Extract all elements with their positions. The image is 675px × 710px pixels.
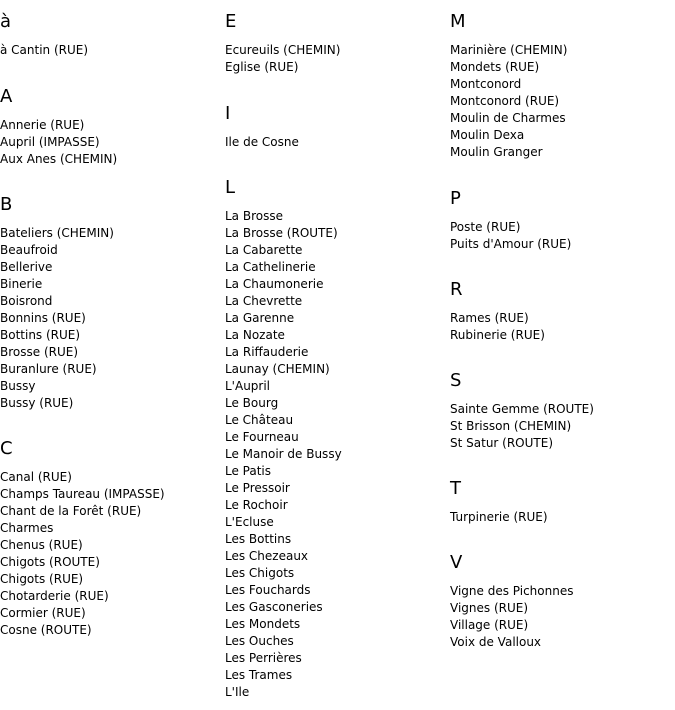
street-name: Brosse (RUE) [0,345,79,359]
street-name: Vigne des Pichonnes [450,584,574,598]
street-name: Chenus (RUE) [0,538,83,552]
street-name: Chotarderie (RUE) [0,589,109,603]
letter-section [225,11,340,76]
street-name: Rubinerie (RUE) [450,328,545,342]
street-list [450,42,567,161]
street-name: Le Rochoir [225,498,288,512]
street-name: Chigots (RUE) [0,572,84,586]
street-name: La Riffauderie [225,345,309,359]
street-name: Le Bourg [225,396,279,410]
letter-heading: P [450,188,461,209]
street-name: Rames (RUE) [450,311,529,325]
street-name: Bonnins (RUE) [0,311,86,325]
street-list [450,310,545,344]
street-list [450,509,548,526]
street-name: Moulin Dexa [450,128,525,142]
street-name: L'Ecluse [225,515,274,529]
letter-section [0,194,114,412]
street-list [450,219,571,253]
street-name: Les Gasconeries [225,600,323,614]
letter-section [450,552,573,651]
street-name: Turpinerie (RUE) [450,510,548,524]
street-name: Les Chezeaux [225,549,309,563]
street-name: La Chaumonerie [225,277,324,291]
street-name: Puits d'Amour (RUE) [450,237,572,251]
street-list [225,208,342,701]
street-name: Les Bottins [225,532,292,546]
letter-heading: L [225,177,236,198]
letter-section [450,478,548,526]
street-name: Poste (RUE) [450,220,521,234]
street-name: Marinière (CHEMIN) [450,43,568,57]
index-column [225,0,445,710]
letter-section [0,438,165,639]
street-name: Bussy (RUE) [0,396,74,410]
letter-heading: E [225,11,237,32]
street-name: à Cantin (RUE) [0,43,89,57]
letter-heading: T [450,478,461,499]
street-name: Les Perrières [225,651,302,665]
letter-heading: A [0,86,13,107]
street-name: Les Mondets [225,617,301,631]
street-list [0,42,88,59]
street-name: Aux Anes (CHEMIN) [0,152,118,166]
street-name: Eglise (RUE) [225,60,299,74]
street-name: Aupril (IMPASSE) [0,135,100,149]
street-list [450,401,594,452]
street-name: La Nozate [225,328,285,342]
street-name: La Chevrette [225,294,303,308]
street-name: St Satur (ROUTE) [450,436,554,450]
street-name: Bottins (RUE) [0,328,81,342]
street-name: Beaufroid [0,243,58,257]
street-name: Chant de la Forêt (RUE) [0,504,142,518]
street-name: Cormier (RUE) [0,606,86,620]
street-list [0,117,117,168]
street-name: Moulin de Charmes [450,111,566,125]
letter-section [225,103,299,151]
street-name: Le Château [225,413,294,427]
street-name: Les Trames [225,668,293,682]
letter-section [450,188,571,253]
street-name: Village (RUE) [450,618,529,632]
street-name: St Brisson (CHEMIN) [450,419,572,433]
street-name: Le Fourneau [225,430,299,444]
street-name: Ile de Cosne [225,135,299,149]
street-name: Montconord (RUE) [450,94,560,108]
street-name: La Brosse (ROUTE) [225,226,338,240]
street-name: Les Chigots [225,566,295,580]
street-name: Vignes (RUE) [450,601,529,615]
street-name: Montconord [450,77,522,91]
letter-section [450,11,567,161]
index-column [450,0,670,710]
letter-section [450,370,594,452]
street-name: Sainte Gemme (ROUTE) [450,402,594,416]
street-name: Cosne (ROUTE) [0,623,92,637]
street-name: Chigots (ROUTE) [0,555,100,569]
letter-heading: M [450,11,466,32]
street-name: Ecureuils (CHEMIN) [225,43,341,57]
street-name: Les Fouchards [225,583,311,597]
street-list [225,134,299,151]
street-name: La Garenne [225,311,295,325]
letter-section [0,11,88,59]
street-name: Bateliers (CHEMIN) [0,226,114,240]
street-name: La Brosse [225,209,283,223]
street-name: La Cabarette [225,243,303,257]
street-name: Binerie [0,277,43,291]
street-name: Voix de Valloux [450,635,542,649]
letter-heading: B [0,194,13,215]
street-name: Champs Taureau (IMPASSE) [0,487,165,501]
street-name: Buranlure (RUE) [0,362,97,376]
street-name: L'Aupril [225,379,271,393]
street-list [450,583,573,651]
street-list [225,42,340,76]
street-name: Le Patis [225,464,272,478]
street-name: Annerie (RUE) [0,118,85,132]
index-column [0,0,220,710]
street-name: Charmes [0,521,54,535]
street-list [0,225,114,412]
street-name: La Cathelinerie [225,260,316,274]
letter-heading: V [450,552,463,573]
street-name: Les Ouches [225,634,294,648]
street-name: Moulin Granger [450,145,543,159]
street-list [0,469,165,639]
street-name: Bussy [0,379,36,393]
street-name: Boisrond [0,294,53,308]
letter-section [450,279,545,344]
letter-heading: I [225,103,231,124]
street-name: L'Ile [225,685,250,699]
street-name: Le Manoir de Bussy [225,447,342,461]
letter-heading: S [450,370,462,391]
street-name: Le Pressoir [225,481,290,495]
letter-heading: à [0,11,12,32]
letter-section [0,86,117,168]
letter-heading: C [0,438,13,459]
street-name: Bellerive [0,260,53,274]
street-name: Launay (CHEMIN) [225,362,330,376]
letter-section [225,177,342,701]
street-name: Canal (RUE) [0,470,72,484]
letter-heading: R [450,279,463,300]
street-name: Mondets (RUE) [450,60,540,74]
